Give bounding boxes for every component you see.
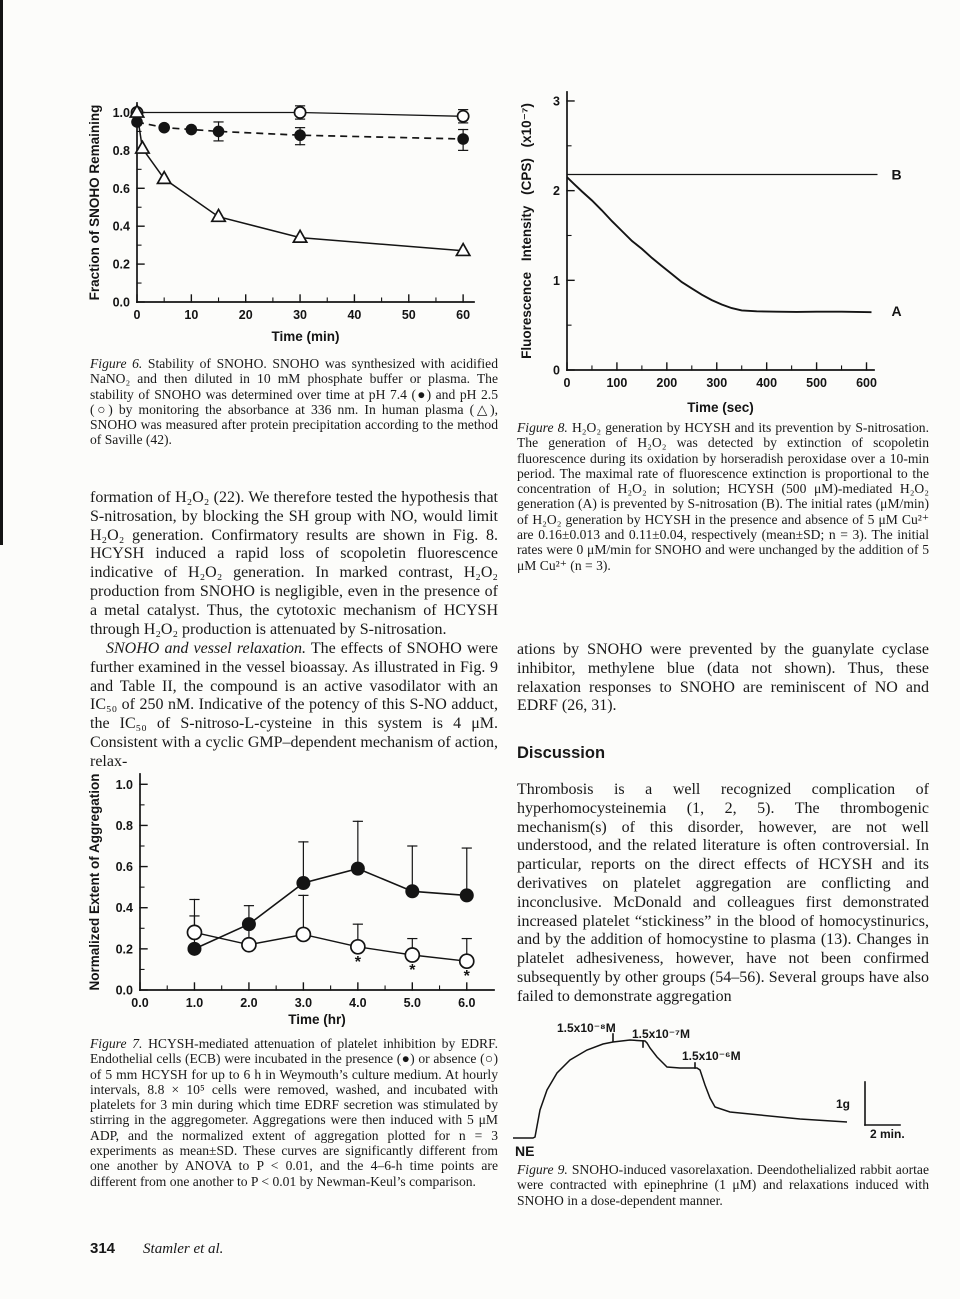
svg-text:50: 50 [401,308,416,322]
scan-artifact-line [0,0,3,545]
body-paragraph-1: formation of H₂O₂ (22). We therefore tested the hypothesis that S-nitrosation, by blocking the SH group with NO, would limit H₂O₂ generation. Confirmatory results are shown in Fig. 8. HCYSH induced a rapid loss of scopoletin fluorescence indicative of H₂O₂ generation. In marked contrast, H₂O₂ production from SNOHO is negligible, even in the presence of a metal catalyst. Thus, the cytotoxic mechanism of HCYSH through H₂O₂ production is attenuated by S-nitrosation. [90,489,498,638]
figure8-chart [517,88,932,418]
svg-text:0: 0 [553,363,560,378]
discussion-heading: Discussion [517,744,606,762]
svg-text:1.0: 1.0 [112,105,130,120]
svg-text:1.5x10⁻⁶M: 1.5x10⁻⁶M [682,1049,741,1063]
svg-text:1.5x10⁻⁸M: 1.5x10⁻⁸M [557,1021,616,1035]
svg-text:0.4: 0.4 [112,219,130,234]
body-paragraph-2 [90,640,498,772]
svg-text:300: 300 [706,376,728,390]
svg-text:0.0: 0.0 [112,295,130,310]
figure9-caption-label: Figure 9. [517,1162,568,1177]
svg-text:*: * [463,968,470,986]
svg-text:60: 60 [456,308,471,322]
figure8-caption-text: H₂O₂ generation by HCYSH and its prevention by S-nitrosation. The generation of H₂O₂ was detected by extinction of scopoletin fluorescence during its oxidation by horseradish peroxidase over a 10-min period. The maximal rate of fluorescence extinction is proportional to the concentration of H₂O₂ in solution; HCYSH (500 μM)-mediated H₂O₂ generation (A) is prevented by S-nitrosation (B). The initial rates (μM/min) of H₂O₂ generation by HCYSH in the presence and absence of 5 μM Cu²⁺ are 0.16±0.013 and 0.11±0.04, respectively (mean±SD; n = 3). The initial rates were 0 μM/min for SNOHO and were unchanged by the addition of 5 μM Cu²⁺ (n = 3). [517,420,929,573]
svg-text:40: 40 [347,308,362,322]
figure6-caption [90,356,498,448]
svg-text:3: 3 [553,94,560,109]
figure7-caption [90,1036,498,1189]
svg-text:Normalized Extent of Aggregati: Normalized Extent of Aggregation [87,773,102,991]
figure7-chart [85,760,500,1030]
svg-text:Time (sec): Time (sec) [687,400,754,415]
svg-text:200: 200 [656,376,678,390]
svg-text:10: 10 [184,308,199,322]
svg-text:*: * [354,953,361,971]
figure7-caption-text: HCYSH-mediated attenuation of platelet inhibition by EDRF. Endothelial cells (ECB) were incubated in the presence (●) or absence (○) of 5 mm HCYSH for up to 6 h in Weymouth’s culture medium. At hourly intervals, 8.8 × 10⁵ cells were removed, washed, and incubated with platelets for 3 min during which time EDRF secretion was stimulated by stirring in the aggregometer. Aggregations were then induced with 5 μM ADP, and the normalized extent of aggregation plotted for n = 3 experiments as mean±SD. These curves are significantly different from one another by ANOVA to P < 0.01, and the 4–6-h time points are different from one another to P < 0.01 by Newman-Keul’s comparison. [90,1036,498,1189]
running-authors: Stamler et al. [143,1241,224,1257]
svg-text:Fluorescence Intensity (CPS) (: Fluorescence Intensity (CPS) (x10⁻⁷) [519,103,534,359]
svg-text:100: 100 [606,376,628,390]
svg-text:0.8: 0.8 [112,143,130,158]
svg-text:0: 0 [133,308,141,322]
svg-text:0: 0 [563,376,571,390]
svg-text:1: 1 [553,273,560,288]
svg-text:20: 20 [238,308,253,322]
svg-text:Fraction of SNOHO Remaining: Fraction of SNOHO Remaining [87,104,102,301]
figure9-caption-text: SNOHO-induced vasorelaxation. Deendothelialized rabbit aortae were contracted with epinephrine (1 μM) and relaxations induced with SNOHO in a dose-dependent manner. [517,1162,929,1208]
svg-text:2.0: 2.0 [240,996,258,1010]
svg-text:Time (hr): Time (hr) [288,1012,346,1027]
svg-text:2: 2 [553,184,560,199]
svg-text:0.4: 0.4 [115,901,133,916]
svg-text:B: B [891,166,902,183]
svg-text:Time (min): Time (min) [271,329,340,344]
paragraph2-text: The effects of SNOHO were further examined in the vessel bioassay. As illustrated in Fig. 9 and Table II, the compound is an active vasodilator with an IC₅₀ of 250 nM. Indicative of the potency of this S-NO adduct, the IC₅₀ of S-nitroso-L-cysteine in this system is 4 μM. Consistent with a cyclic GMP–dependent mechanism of action, relax- [90,640,498,770]
svg-text:4.0: 4.0 [349,996,367,1010]
paragraph2-lead: SNOHO and vessel relaxation. [106,640,307,657]
page-number: 314 [90,1240,116,1257]
figure9-caption [517,1162,929,1208]
svg-text:0.6: 0.6 [112,181,130,196]
svg-text:5.0: 5.0 [403,996,422,1010]
svg-text:3.0: 3.0 [294,996,313,1010]
discussion-paragraph: Thrombosis is a well recognized complication of hyperhomocysteinemia (1, 2, 5). The thrombogenic mechanism(s) of this disorder, however, are not well understood, and the related literature is often controversial. In particular, reports on the direct effects of HCYSH and its derivatives on platelet aggregation are conflicting and inconclusive. McDonald and colleagues first demonstrated increased platelet “stickiness” in the blood of homocystinurics, and by the addition of homocystine to plasma (13). Changes in platelet adhesiveness, however, have not been confirmed subsequently by other groups (54–56). Several groups have also failed to demonstrate aggregation [517,781,929,1005]
page-footer [90,1240,223,1258]
svg-text:500: 500 [806,376,828,390]
svg-text:2 min.: 2 min. [870,1127,905,1141]
svg-text:30: 30 [293,308,308,322]
figure6-caption-label: Figure 6. [90,356,143,371]
svg-text:0.2: 0.2 [115,942,133,957]
svg-text:1.0: 1.0 [115,777,133,792]
svg-text:0.8: 0.8 [115,818,133,833]
body-paragraph-3: ations by SNOHO were prevented by the guanylate cyclase inhibitor, methylene blue (data not shown). Thus, these relaxation responses to SNOHO are reminiscent of NO and EDRF (26, 31). [517,641,929,715]
svg-text:0.6: 0.6 [115,860,133,875]
svg-text:600: 600 [856,376,877,390]
figure9-trace [513,1008,933,1160]
svg-text:0.0: 0.0 [131,996,149,1010]
svg-text:400: 400 [756,376,778,390]
figure6-chart [85,85,500,347]
figure7-caption-label: Figure 7. [90,1036,143,1051]
svg-text:1.0: 1.0 [185,996,204,1010]
svg-text:0.0: 0.0 [115,983,133,998]
svg-text:1g: 1g [835,1097,850,1111]
figure6-caption-text: Stability of SNOHO. SNOHO was synthesized with acidified NaNO₂ and then diluted in 10 mM phosphate buffer or plasma. The stability of SNOHO was determined over time at pH 7.4 (●) and pH 2.5 (○) by monitoring the absorbance at 336 nm. In human plasma (△), SNOHO was measured after protein precipitation according to the method of Saville (42). [90,356,498,448]
svg-text:6.0: 6.0 [458,996,476,1010]
figure8-caption-label: Figure 8. [517,420,568,435]
figure8-caption [517,420,929,573]
svg-text:*: * [409,962,416,980]
svg-text:0.2: 0.2 [112,257,130,272]
svg-text:1.5x10⁻⁷M: 1.5x10⁻⁷M [632,1027,690,1041]
svg-text:A: A [891,302,902,319]
svg-text:NE: NE [515,1143,535,1159]
